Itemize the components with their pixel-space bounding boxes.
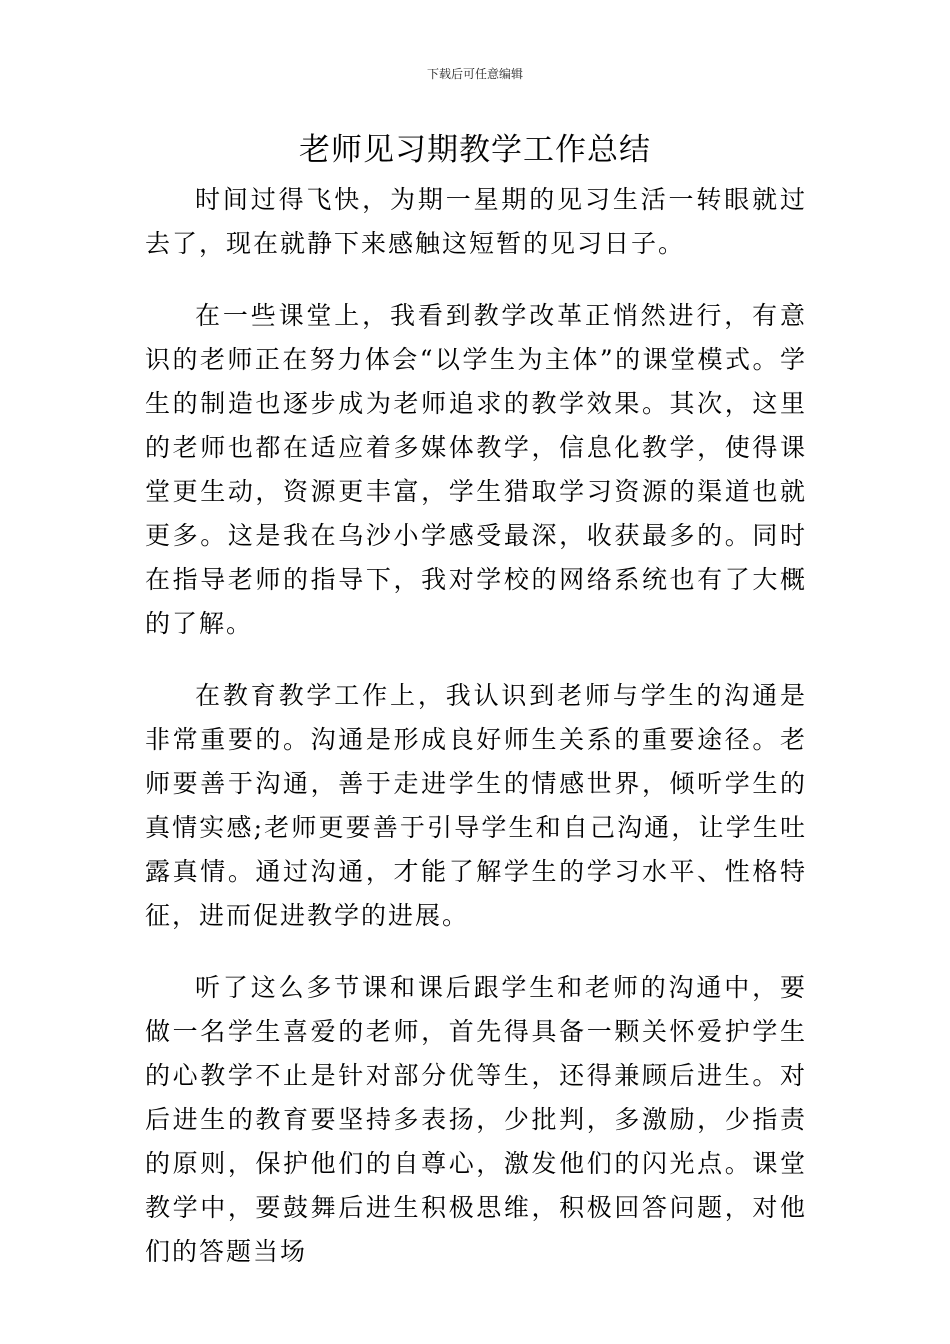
document-body bbox=[145, 178, 807, 1274]
paragraph-3: 在教育教学工作上，我认识到老师与学生的沟通是非常重要的。沟通是形成良好师生关系的重要途径。老师要善于沟通，善于走进学生的情感世界，倾听学生的真情实感;老师更要善于引导学生和自己沟通，让学生吐露真情。通过沟通，才能了解学生的学习水平、性格特征，进而促进教学的进展。 bbox=[145, 681, 807, 930]
document-title: 老师见习期教学工作总结 bbox=[299, 132, 651, 168]
paragraph-1: 时间过得飞快，为期一星期的见习生活一转眼就过去了，现在就静下来感触这短暂的见习日子。 bbox=[145, 185, 807, 258]
paragraph-2: 在一些课堂上，我看到教学改革正悄然进行，有意识的老师正在努力体会“以学生为主体”的课堂模式。学生的制造也逐步成为老师追求的教学效果。其次，这里的老师也都在适应着多媒体教学，信息化教学，使得课堂更生动，资源更丰富，学生猎取学习资源的渠道也就更多。这是我在乌沙小学感受最深，收获最多的。同时在指导老师的指导下，我对学校的网络系统也有了大概的了解。 bbox=[145, 301, 807, 638]
paragraph-4: 听了这么多节课和课后跟学生和老师的沟通中，要做一名学生喜爱的老师，首先得具备一颗关怀爱护学生的心教学不止是针对部分优等生，还得兼顾后进生。对后进生的教育要坚持多表扬，少批判，多激励，少指责的原则，保护他们的自尊心，激发他们的闪光点。课堂教学中，要鼓舞后进生积极思维，积极回答问题，对他们的答题当场 bbox=[145, 973, 807, 1266]
header-note: 下载后可任意编辑 bbox=[426, 67, 523, 81]
